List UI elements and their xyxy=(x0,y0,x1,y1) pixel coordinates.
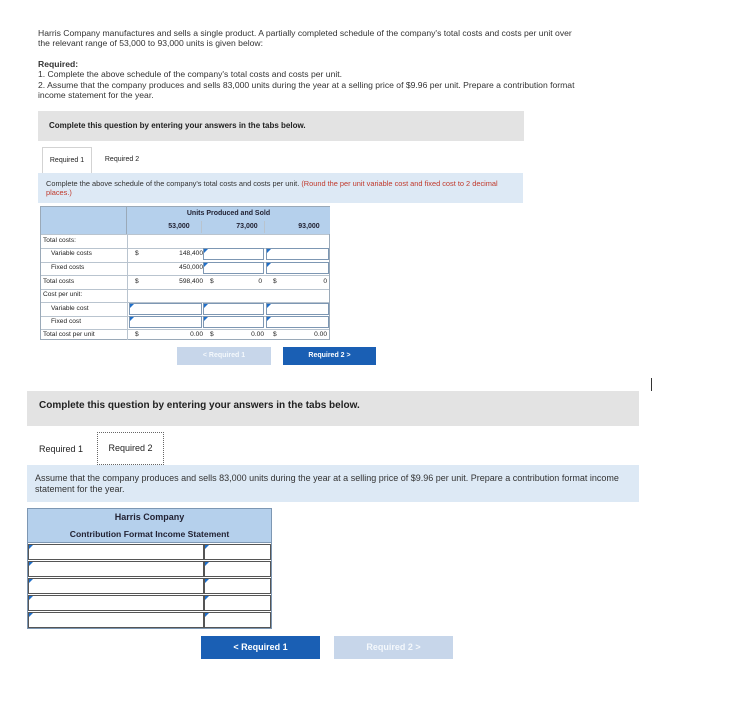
section2-instruction: Assume that the company produces and sells 83,000 units during the year at a selling price of $9.96 per unit. Prepare a contribution format income statement for the year. xyxy=(27,465,639,502)
variable-cost-53000-input[interactable] xyxy=(129,303,202,315)
units-produced-header: Units Produced and Sold xyxy=(186,210,271,217)
total-costs-73000: 0 xyxy=(258,278,262,285)
required-item-1: 1. Complete the above schedule of the company's total costs and costs per unit. xyxy=(38,69,343,80)
section1-prev-required-1-button: < Required 1 xyxy=(177,347,271,365)
fixed-cost-73000-input[interactable] xyxy=(203,316,264,328)
column-header-53000: 53,000 xyxy=(168,223,190,230)
row-line xyxy=(41,289,329,290)
divider xyxy=(201,221,202,233)
total-costs-93000: 0 xyxy=(323,278,327,285)
variable-costs-73000-input[interactable] xyxy=(203,248,264,260)
dollar-sign: $ xyxy=(135,250,139,257)
dollar-sign: $ xyxy=(135,331,139,338)
variable-cost-73000-input[interactable] xyxy=(203,303,264,315)
required-title: Required: xyxy=(38,59,79,69)
line-item-select[interactable] xyxy=(28,578,204,594)
amount-input[interactable] xyxy=(204,595,271,611)
variable-costs-label: Variable costs xyxy=(51,250,92,257)
variable-cost-93000-input[interactable] xyxy=(266,303,329,315)
section2-tab-required-2[interactable]: Required 2 xyxy=(97,432,164,465)
row-line xyxy=(41,329,329,330)
instruction-note: (Round the per unit variable cost and fixed cost to 2 decimal places.) xyxy=(46,179,498,197)
total-costs-heading: Total costs: xyxy=(43,237,76,244)
section2-tab-required-1[interactable]: Required 1 xyxy=(38,444,84,454)
instruction-text: Complete the above schedule of the company's total costs and costs per unit. xyxy=(46,179,300,188)
dollar-sign: $ xyxy=(273,278,277,285)
fixed-cost-53000-input[interactable] xyxy=(129,316,202,328)
dollar-sign: $ xyxy=(210,331,214,338)
income-row xyxy=(28,594,271,611)
cost-per-unit-heading: Cost per unit: xyxy=(43,291,83,298)
fixed-costs-label: Fixed costs xyxy=(51,264,85,271)
fixed-costs-73000-input[interactable] xyxy=(203,262,264,274)
dollar-sign: $ xyxy=(210,278,214,285)
amount-input[interactable] xyxy=(204,544,271,560)
fixed-costs-53000: 450,000 xyxy=(179,264,203,271)
dollar-sign: $ xyxy=(273,331,277,338)
line-item-select[interactable] xyxy=(28,544,204,560)
total-cost-per-unit-53000: 0.00 xyxy=(190,331,203,338)
section1-tab-required-1[interactable]: Required 1 xyxy=(42,147,92,173)
column-header-93000: 93,000 xyxy=(298,223,320,230)
total-cost-per-unit-93000: 0.00 xyxy=(314,331,327,338)
line-item-select[interactable] xyxy=(28,612,204,628)
section2-next-required-2-button: Required 2 > xyxy=(334,636,453,659)
required-item-2: 2. Assume that the company produces and sells 83,000 units during the year at a selling price of $9.96 per unit. Prepare a contribution format income statement for the year. xyxy=(38,79,575,101)
section1-instruction xyxy=(38,173,523,203)
amount-input[interactable] xyxy=(204,561,271,577)
variable-cost-label: Variable cost xyxy=(51,305,89,312)
dollar-sign: $ xyxy=(135,278,139,285)
income-statement-table xyxy=(27,508,272,629)
section1-banner: Complete this question by entering your answers in the tabs below. xyxy=(38,111,524,141)
fixed-cost-label: Fixed cost xyxy=(51,318,82,325)
section1-next-required-2-button[interactable]: Required 2 > xyxy=(283,347,376,365)
divider xyxy=(127,234,128,340)
divider xyxy=(264,221,265,233)
company-name: Harris Company xyxy=(114,512,185,522)
total-costs-53000: 598,400 xyxy=(179,278,203,285)
total-cost-per-unit-73000: 0.00 xyxy=(251,331,264,338)
column-header-73000: 73,000 xyxy=(236,223,258,230)
income-row xyxy=(28,611,271,628)
line-item-select[interactable] xyxy=(28,561,204,577)
amount-input[interactable] xyxy=(204,578,271,594)
cost-schedule-table xyxy=(40,206,330,340)
row-line xyxy=(41,275,329,276)
income-row xyxy=(28,577,271,594)
income-row xyxy=(28,560,271,577)
row-line xyxy=(41,234,329,235)
fixed-cost-93000-input[interactable] xyxy=(266,316,329,328)
total-cost-per-unit-label: Total cost per unit xyxy=(43,331,95,338)
section2-prev-required-1-button[interactable]: < Required 1 xyxy=(201,636,320,659)
statement-title: Contribution Format Income Statement xyxy=(69,529,230,539)
variable-costs-93000-input[interactable] xyxy=(266,248,329,260)
amount-input[interactable] xyxy=(204,612,271,628)
table-header-blank xyxy=(41,207,127,234)
section1-tab-required-2[interactable]: Required 2 xyxy=(104,156,140,163)
required-block xyxy=(38,59,578,101)
fixed-costs-93000-input[interactable] xyxy=(266,262,329,274)
income-row xyxy=(28,543,271,560)
variable-costs-53000: 148,400 xyxy=(179,250,203,257)
total-costs-label: Total costs xyxy=(43,278,75,285)
text-cursor xyxy=(651,378,652,391)
section2-banner: Complete this question by entering your answers in the tabs below. xyxy=(27,391,639,426)
problem-intro: Harris Company manufactures and sells a single product. A partially completed schedule of the company's total costs and costs per unit over the relevant range of 53,000 to 93,000 units is given below: xyxy=(38,28,572,49)
line-item-select[interactable] xyxy=(28,595,204,611)
